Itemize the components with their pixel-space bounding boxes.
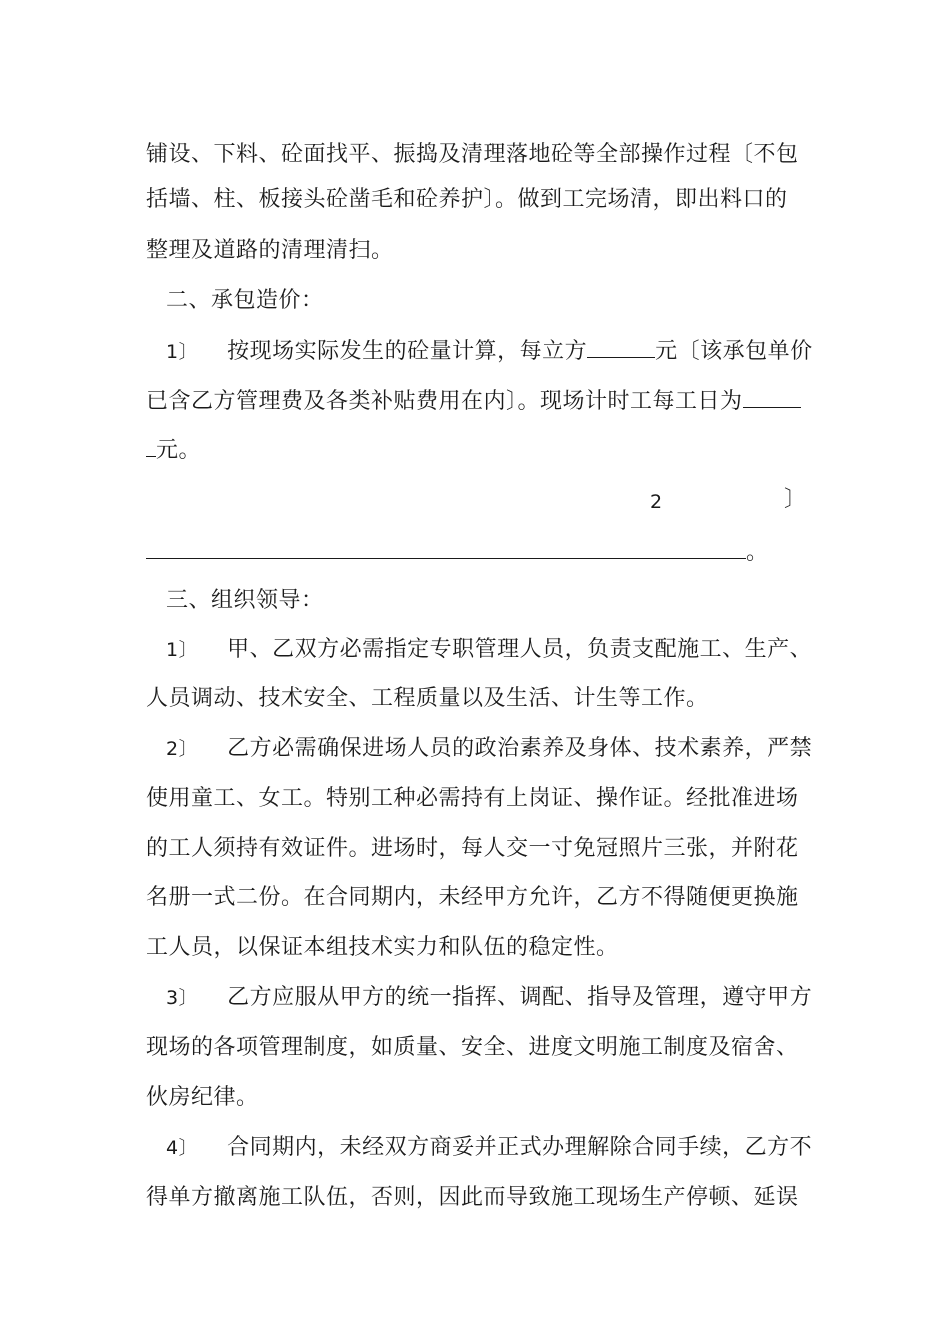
paragraph-line: 现场的各项管理制度，如质量、安全、进度文明施工制度及宿舍、 bbox=[146, 1035, 799, 1060]
item-label: 4〕 bbox=[166, 1137, 199, 1159]
item-text: 按现场实际发生的砼量计算，每立方 bbox=[227, 339, 588, 364]
item-text: 合同期内，未经双方商妥并正式办理解除合同手续，乙方不 bbox=[227, 1135, 813, 1160]
paragraph-line: 括墙、柱、板接头砼凿毛和砼养护〕。做到工完场清，即出料口的 bbox=[146, 187, 788, 212]
paragraph-line: 工人员，以保证本组技术实力和队伍的稳定性。 bbox=[146, 935, 619, 960]
paragraph-line: 得单方撤离施工队伍，否则，因此而导致施工现场生产停顿、延误 bbox=[146, 1185, 799, 1210]
paragraph-line bbox=[146, 436, 201, 465]
fill-in-blank bbox=[587, 337, 655, 358]
item-number: 2 bbox=[650, 491, 663, 513]
fill-in-blank bbox=[743, 387, 801, 408]
paragraph-line bbox=[146, 538, 769, 567]
item-label: 1〕 bbox=[166, 639, 199, 661]
item-text: 乙方应服从甲方的统一指挥、调配、指导及管理，遵守甲方 bbox=[227, 985, 813, 1010]
list-item-line bbox=[166, 636, 812, 664]
list-item-line bbox=[166, 984, 812, 1012]
list-item-line bbox=[166, 1134, 812, 1162]
list-item-line bbox=[166, 735, 812, 763]
paragraph-line: 使用童工、女工。特别工种必需持有上岗证、操作证。经批准进场 bbox=[146, 786, 799, 811]
section-heading: 三、组织领导： bbox=[166, 588, 324, 613]
paragraph-line: 人员调动、技术安全、工程质量以及生活、计生等工作。 bbox=[146, 686, 709, 711]
section-heading: 二、承包造价： bbox=[166, 288, 324, 313]
paragraph-line: 伙房纪律。 bbox=[146, 1085, 259, 1110]
fill-in-blank bbox=[146, 538, 746, 559]
bracket-text: 〕 bbox=[784, 487, 807, 512]
item-text: 甲、乙双方必需指定专职管理人员，负责支配施工、生产、 bbox=[227, 637, 813, 662]
paragraph-line: 名册一式二份。在合同期内，未经甲方允许，乙方不得随便更换施 bbox=[146, 885, 799, 910]
item-label: 3〕 bbox=[166, 987, 199, 1009]
item-label: 2〕 bbox=[166, 738, 199, 760]
fill-in-blank bbox=[146, 436, 156, 457]
item-text: 已含乙方管理费及各类补贴费用在内〕。现场计时工每工日为 bbox=[146, 389, 743, 414]
item-text: 元。 bbox=[156, 438, 202, 463]
paragraph-line: 的工人须持有效证件。进场时，每人交一寸免冠照片三张，并附花 bbox=[146, 836, 799, 861]
item-text: 乙方必需确保进场人员的政治素养及身体、技术素养，严禁 bbox=[227, 736, 813, 761]
item-text: 。 bbox=[746, 540, 769, 565]
paragraph-line: 整理及道路的清理清扫。 bbox=[146, 238, 394, 263]
paragraph-line bbox=[146, 387, 801, 416]
item-label: 1〕 bbox=[166, 341, 199, 363]
list-item-line bbox=[166, 337, 813, 366]
item-text: 元〔该承包单价 bbox=[655, 339, 813, 364]
paragraph-line: 铺设、下料、砼面找平、振捣及清理落地砼等全部操作过程〔不包 bbox=[146, 142, 799, 167]
